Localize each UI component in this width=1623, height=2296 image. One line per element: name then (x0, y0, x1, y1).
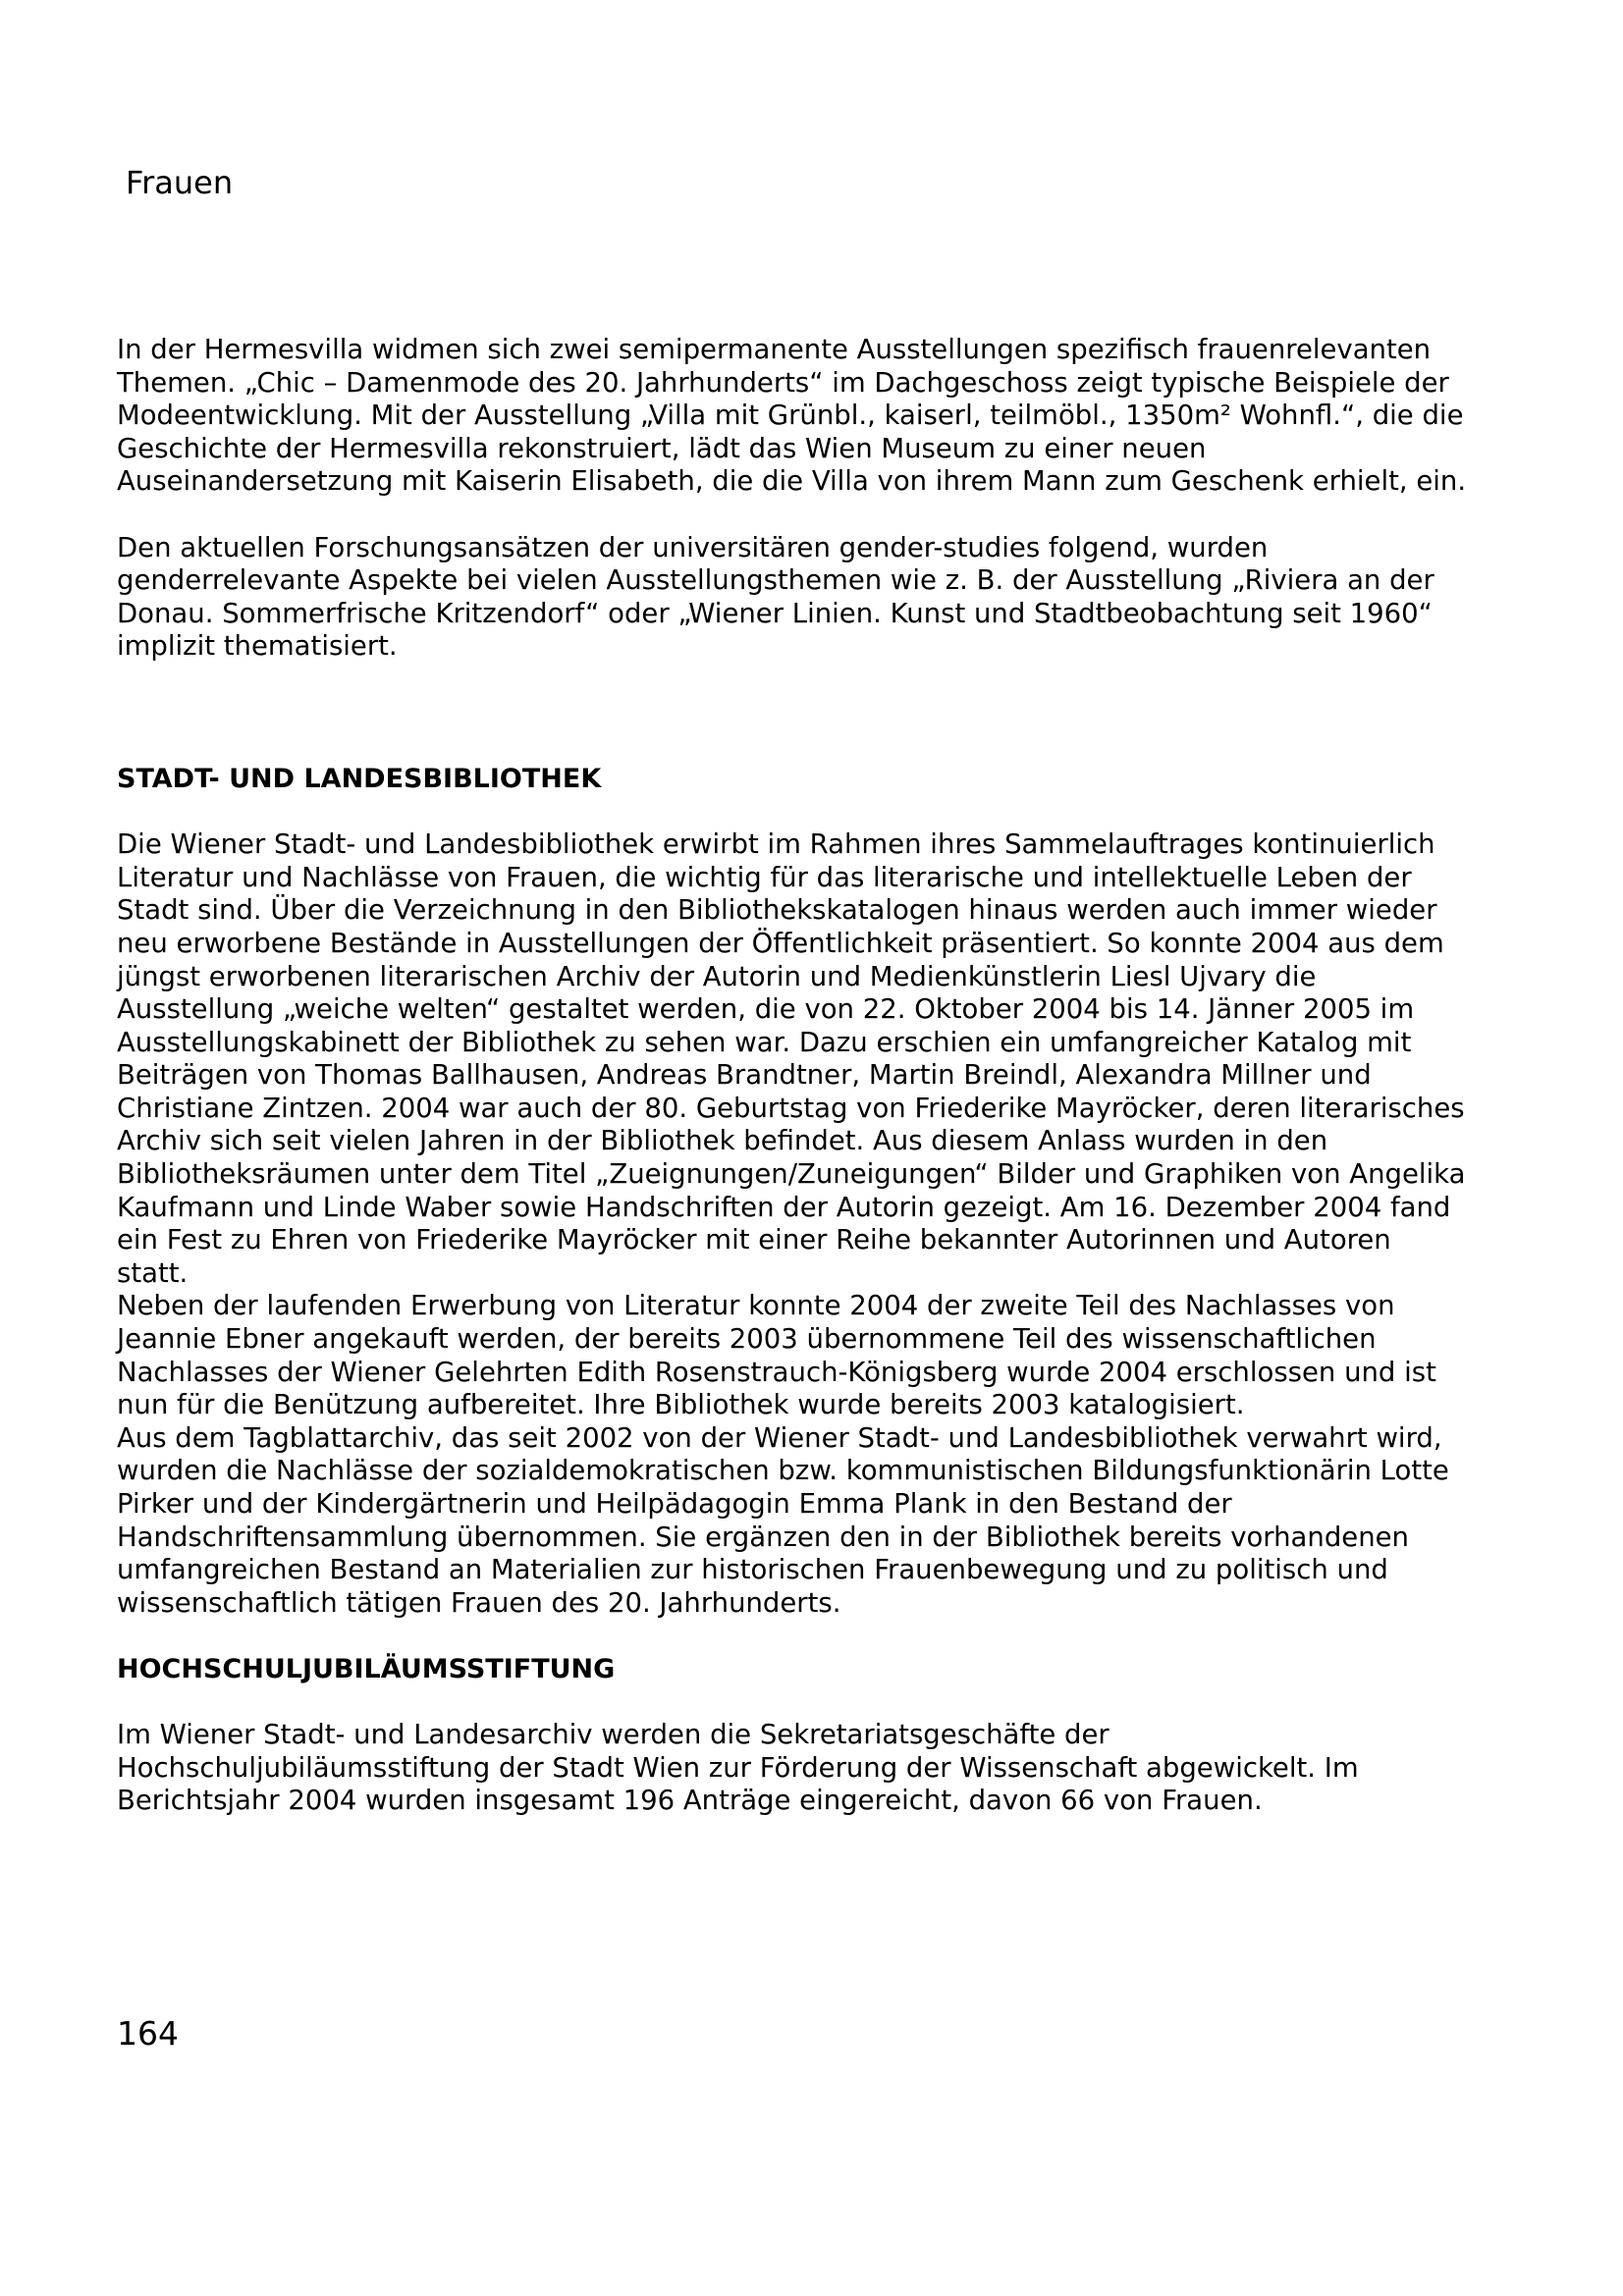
intro-paragraph-1 (117, 334, 1531, 499)
text-line: Im Wiener Stadt- und Landesarchiv werden die Sekretariatsgeschäfte der (117, 1719, 1109, 1751)
text-line: Berichtsjahr 2004 wurden insgesamt 196 Anträge eingereicht, davon 66 von Frauen. (117, 1785, 1263, 1817)
text-line: Hochschuljubiläumsstiftung der Stadt Wien zur Förderung der Wissenschaft abgewickelt. Im (117, 1751, 1359, 1784)
text-line: Ausstellungskabinett der Bibliothek zu sehen war. Dazu erschien ein umfangreicher Katalog mit (117, 1026, 1412, 1058)
text-line: Geschichte der Hermesvilla rekonstruiert, lädt das Wien Museum zu einer neuen (117, 432, 1207, 464)
library-paragraph (117, 828, 1531, 1620)
text-line: ein Fest zu Ehren von Friederike Mayröcker mit einer Reihe bekannter Autorinnen und Autoren (117, 1224, 1391, 1256)
text-line: wissenschaftlich tätigen Frauen des 20. Jahrhunderts. (117, 1586, 841, 1619)
document-body (117, 334, 1531, 1818)
section-heading-foundation: HOCHSCHULJUBILÄUMSSTIFTUNG (117, 1653, 616, 1684)
section-heading-library: STADT- UND LANDESBIBLIOTHEK (117, 763, 602, 794)
text-line: umfangreichen Bestand an Materialien zur historischen Frauenbewegung und zu politisch und (117, 1554, 1388, 1586)
text-line: nun für die Benützung aufbereitet. Ihre Bibliothek wurde bereits 2003 katalogisiert. (117, 1389, 1245, 1421)
text-line: Aus dem Tagblattarchiv, das seit 2002 von der Wiener Stadt- und Landesbibliothek verwahrt wird, (117, 1421, 1442, 1454)
text-line: Den aktuellen Forschungsansätzen der universitären gender-studies folgend, wurden (117, 531, 1269, 563)
text-line: Ausstellung „weiche welten“ gestaltet werden, die von 22. Oktober 2004 bis 14. Jänner 2005 im (117, 993, 1415, 1026)
page-title: Frauen (126, 164, 234, 201)
text-line: Beiträgen von Thomas Ballhausen, Andreas Brandtner, Martin Breindl, Alexandra Millner und (117, 1059, 1372, 1092)
text-line: Modeentwicklung. Mit der Ausstellung „Villa mit Grünbl., kaiserl, teilmöbl., 1350m² Wohnfl.“, die die (117, 400, 1464, 432)
text-line: Neben der laufenden Erwerbung von Literatur konnte 2004 der zweite Teil des Nachlasses von (117, 1290, 1395, 1322)
text-line: Jeannie Ebner angekauft werden, der bereits 2003 übernommene Teil des wissenschaftlichen (117, 1323, 1377, 1356)
intro-paragraph-2 (117, 532, 1531, 664)
text-line: implizit thematisiert. (117, 630, 398, 663)
text-line: wurden die Nachlässe der sozialdemokratischen bzw. kommunistischen Bildungsfunktionärin Lotte (117, 1455, 1449, 1487)
text-line: Auseinandersetzung mit Kaiserin Elisabeth, die die Villa von ihrem Mann zum Geschenk erhielt, ein. (117, 465, 1467, 498)
text-line: Kaufmann und Linde Waber sowie Handschriften der Autorin gezeigt. Am 16. Dezember 2004 fand (117, 1191, 1451, 1223)
text-line: Die Wiener Stadt- und Landesbibliothek erwirbt im Rahmen ihres Sammelauftrages kontinuierlich (117, 828, 1435, 861)
text-line: neu erworbene Bestände in Ausstellungen der Öffentlichkeit präsentiert. So konnte 2004 aus dem (117, 927, 1444, 959)
text-line: Handschriftensammlung übernommen. Sie ergänzen den in der Bibliothek bereits vorhandenen (117, 1521, 1409, 1553)
text-line: Themen. „Chic – Damenmode des 20. Jahrhunderts“ im Dachgeschoss zeigt typische Beispiele der (117, 366, 1449, 399)
text-line: Literatur und Nachlässe von Frauen, die wichtig für das literarische und intellektuelle Leben der (117, 861, 1412, 893)
text-line: statt. (117, 1256, 189, 1289)
text-line: Archiv sich seit vielen Jahren in der Bibliothek befindet. Aus diesem Anlass wurden in den (117, 1125, 1328, 1157)
text-line: genderrelevante Aspekte bei vielen Ausstellungsthemen wie z. B. der Ausstellung „Riviera an der (117, 564, 1434, 597)
text-line: Bibliotheksräumen unter dem Titel „Zueignungen/Zuneigungen“ Bilder und Graphiken von Angelika (117, 1158, 1466, 1191)
page-number: 164 (117, 2014, 179, 2053)
text-line: Pirker und der Kindergärtnerin und Heilpädagogin Emma Plank in den Bestand der (117, 1488, 1232, 1520)
text-line: Stadt sind. Über die Verzeichnung in den Bibliothekskatalogen hinaus werden auch immer wieder (117, 894, 1437, 927)
text-line: In der Hermesvilla widmen sich zwei semipermanente Ausstellungen spezifisch frauenrelevanten (117, 334, 1432, 365)
text-line: Nachlasses der Wiener Gelehrten Edith Rosenstrauch-Königsberg wurde 2004 erschlossen und ist (117, 1356, 1436, 1388)
text-line: jüngst erworbenen literarischen Archiv der Autorin und Medienkünstlerin Liesl Ujvary die (117, 960, 1317, 992)
text-line: Christiane Zintzen. 2004 war auch der 80. Geburtstag von Friederike Mayröcker, deren literarisches (117, 1092, 1465, 1124)
text-line: Donau. Sommerfrische Kritzendorf“ oder „Wiener Linien. Kunst und Stadtbeobachtung seit 1960“ (117, 597, 1433, 629)
foundation-paragraph (117, 1719, 1531, 1818)
